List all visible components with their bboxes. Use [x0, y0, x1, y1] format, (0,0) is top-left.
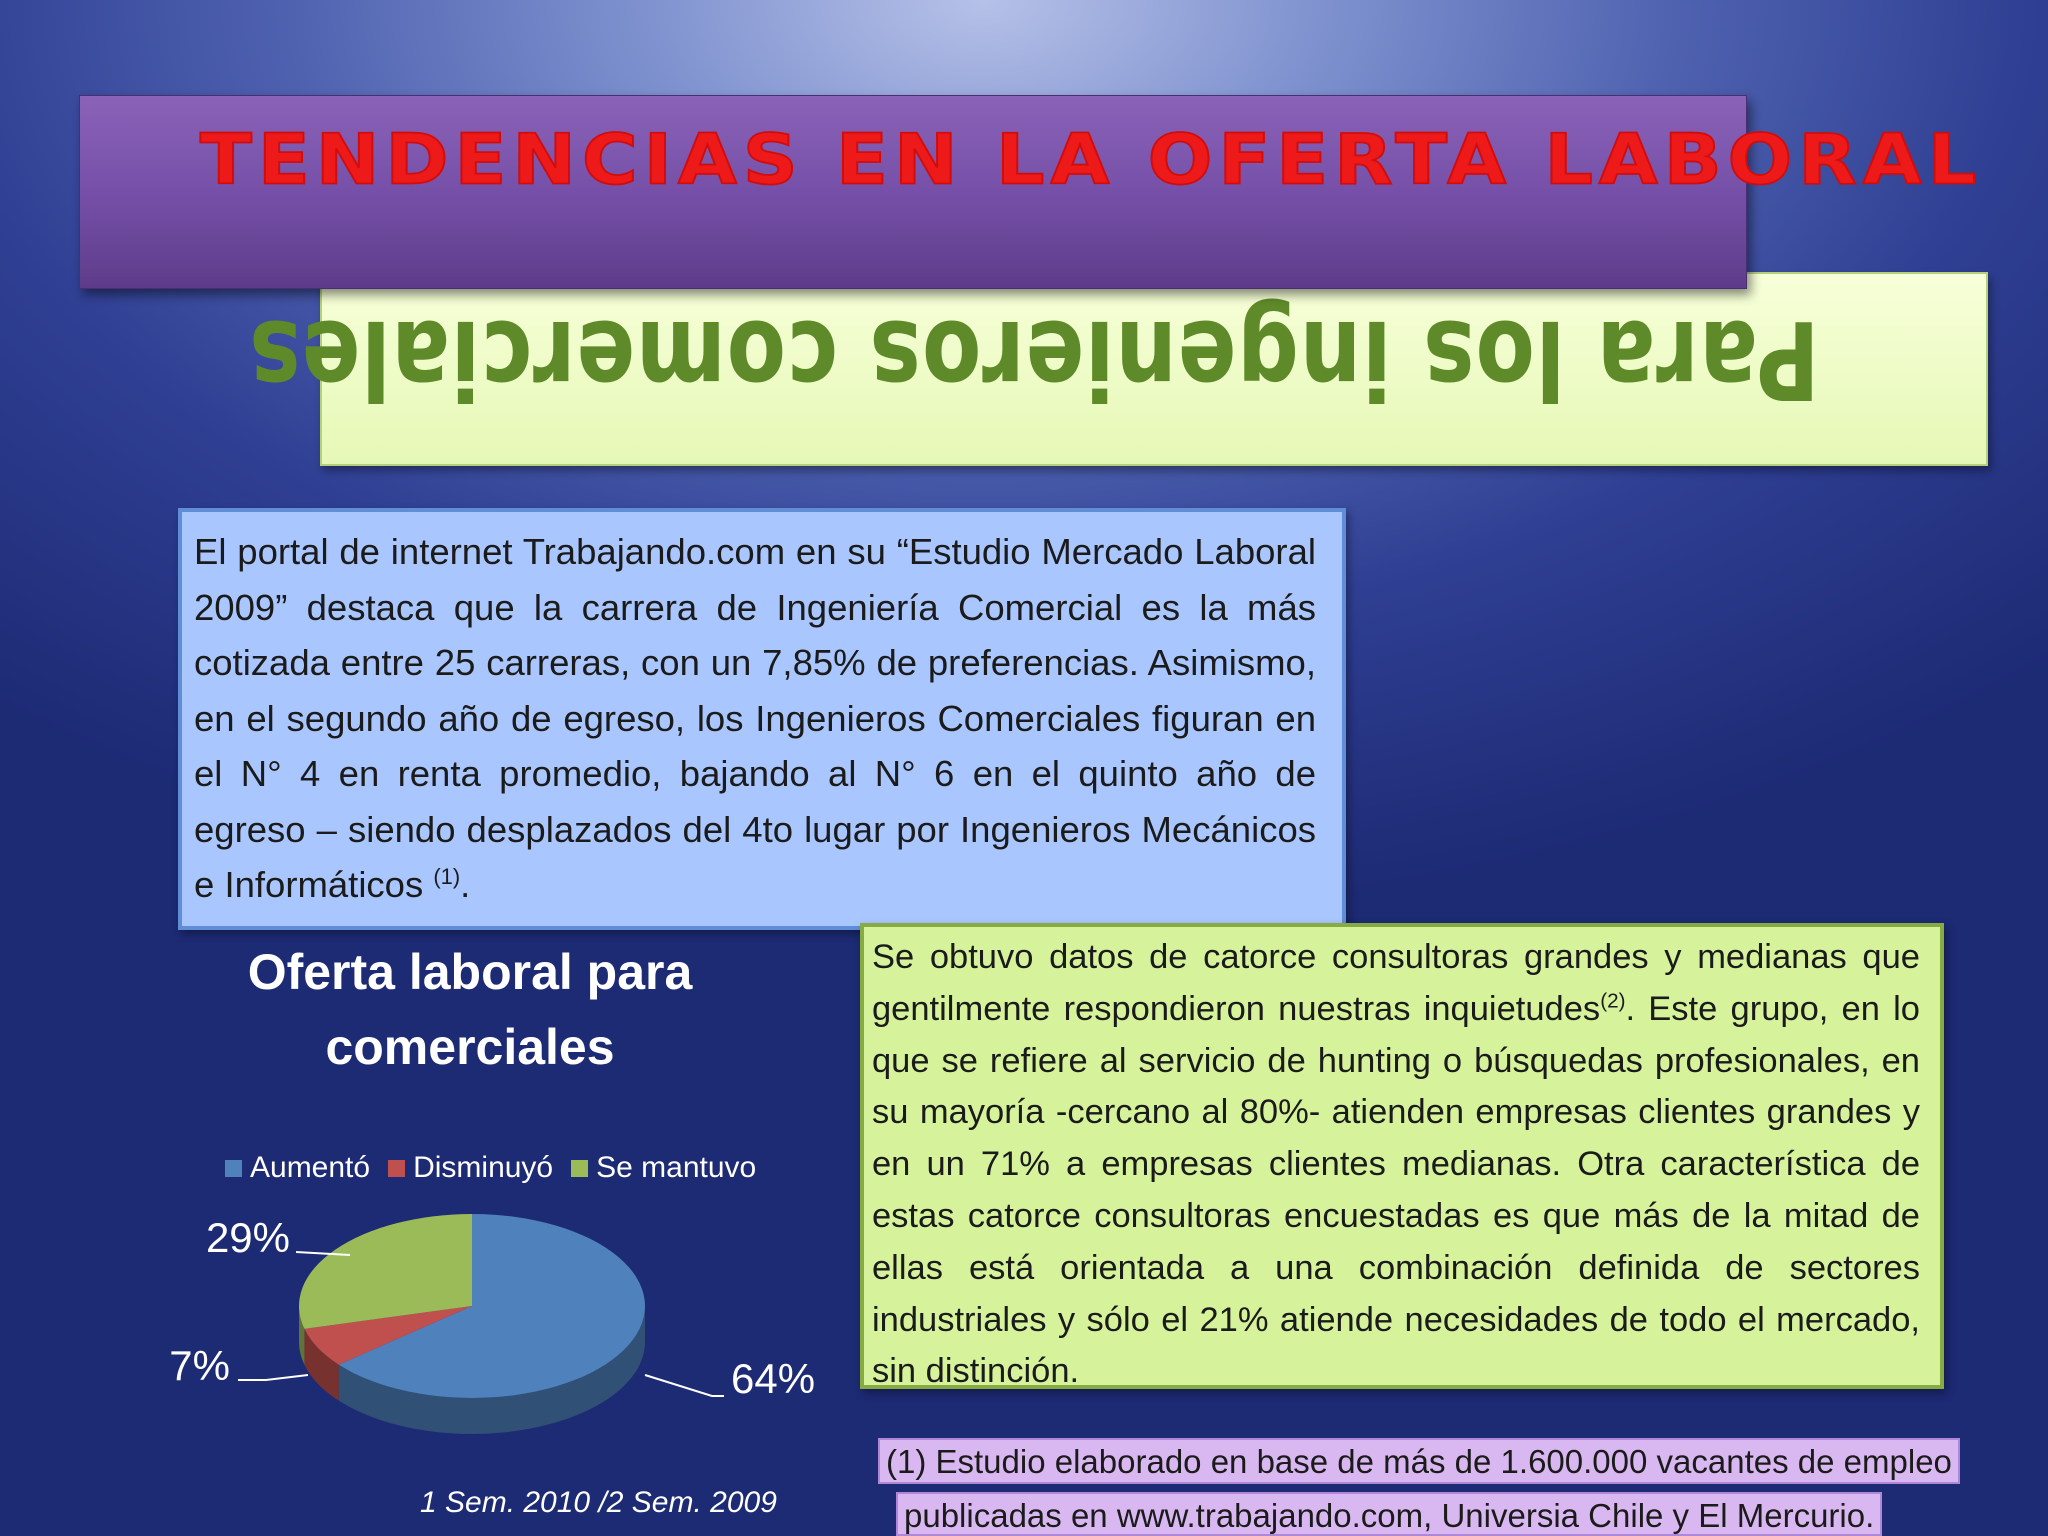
consultoras-text: Se obtuvo datos de catorce consultoras grandes y medianas que gentilmente respondieron nuestras inquietudes: [872, 938, 1920, 1028]
pie-label-disminuyo: 7%: [169, 1342, 230, 1389]
chart-caption: 1 Sem. 2010 /2 Sem. 2009: [420, 1486, 777, 1519]
consultoras-text-end: . Este grupo, en lo que se refiere al servicio de hunting o búsquedas profesionales, en su mayoría -cercano al 80%- atienden empresas clientes grandes y en un 71% a empresas clientes medianas. Otra característica de estas catorce consultoras encuestadas es que más de la mitad de ellas está orientada a una combinación definida de sectores industriales y sólo el 21% atiende necesidades de todo el mercado, sin distinción.: [872, 989, 1920, 1391]
title-banner: [79, 95, 1983, 289]
subtitle-box: [248, 272, 1988, 466]
consultoras-info-box: [860, 923, 1944, 1389]
trabajando-text: El portal de internet Trabajando.com en su “Estudio Mercado Laboral 2009” destaca que la carrera de Ingeniería Comercial es la más cotizada entre 25 carreras, con un 7,85% de preferencias. Asimismo, en el segundo año de egreso, los Ingenieros Comerciales figuran en el N° 4 en renta promedio, bajando al N° 6 en el quinto año de egreso – siendo desplazados del 4to lugar por Ingenieros Mecánicos e Informáticos: [194, 531, 1316, 905]
footnote-ref-1: (1): [433, 863, 461, 889]
legend-label-se-mantuvo: Se mantuvo: [596, 1151, 757, 1184]
footnote-ref-2: (2): [1600, 989, 1626, 1013]
pie-label-se-mantuvo: 29%: [205, 1214, 290, 1261]
footnote-line-1: (1) Estudio elaborado en base de más de 1.600.000 vacantes de empleo: [878, 1438, 1960, 1484]
trabajando-text-end: .: [460, 864, 471, 905]
chart-title: Oferta laboral para comerciales: [247, 944, 693, 1075]
legend-label-aumento: Aumentó: [250, 1151, 371, 1184]
pie-label-aumento: 64%: [731, 1355, 816, 1402]
legend-label-disminuyo: Disminuyó: [413, 1151, 554, 1184]
slide-title: TENDENCIAS EN LA OFERTA LABORAL: [200, 118, 1983, 200]
footnote-line-2: publicadas en www.trabajando.com, Universia Chile y El Mercurio.: [896, 1492, 1882, 1536]
pie-leader-disminuyo: [238, 1375, 308, 1380]
slide-subtitle: Para los ingenieros comerciales: [248, 296, 1820, 421]
consultoras-paragraph: [872, 932, 1920, 1398]
pie-leader-aumento: [645, 1375, 724, 1396]
